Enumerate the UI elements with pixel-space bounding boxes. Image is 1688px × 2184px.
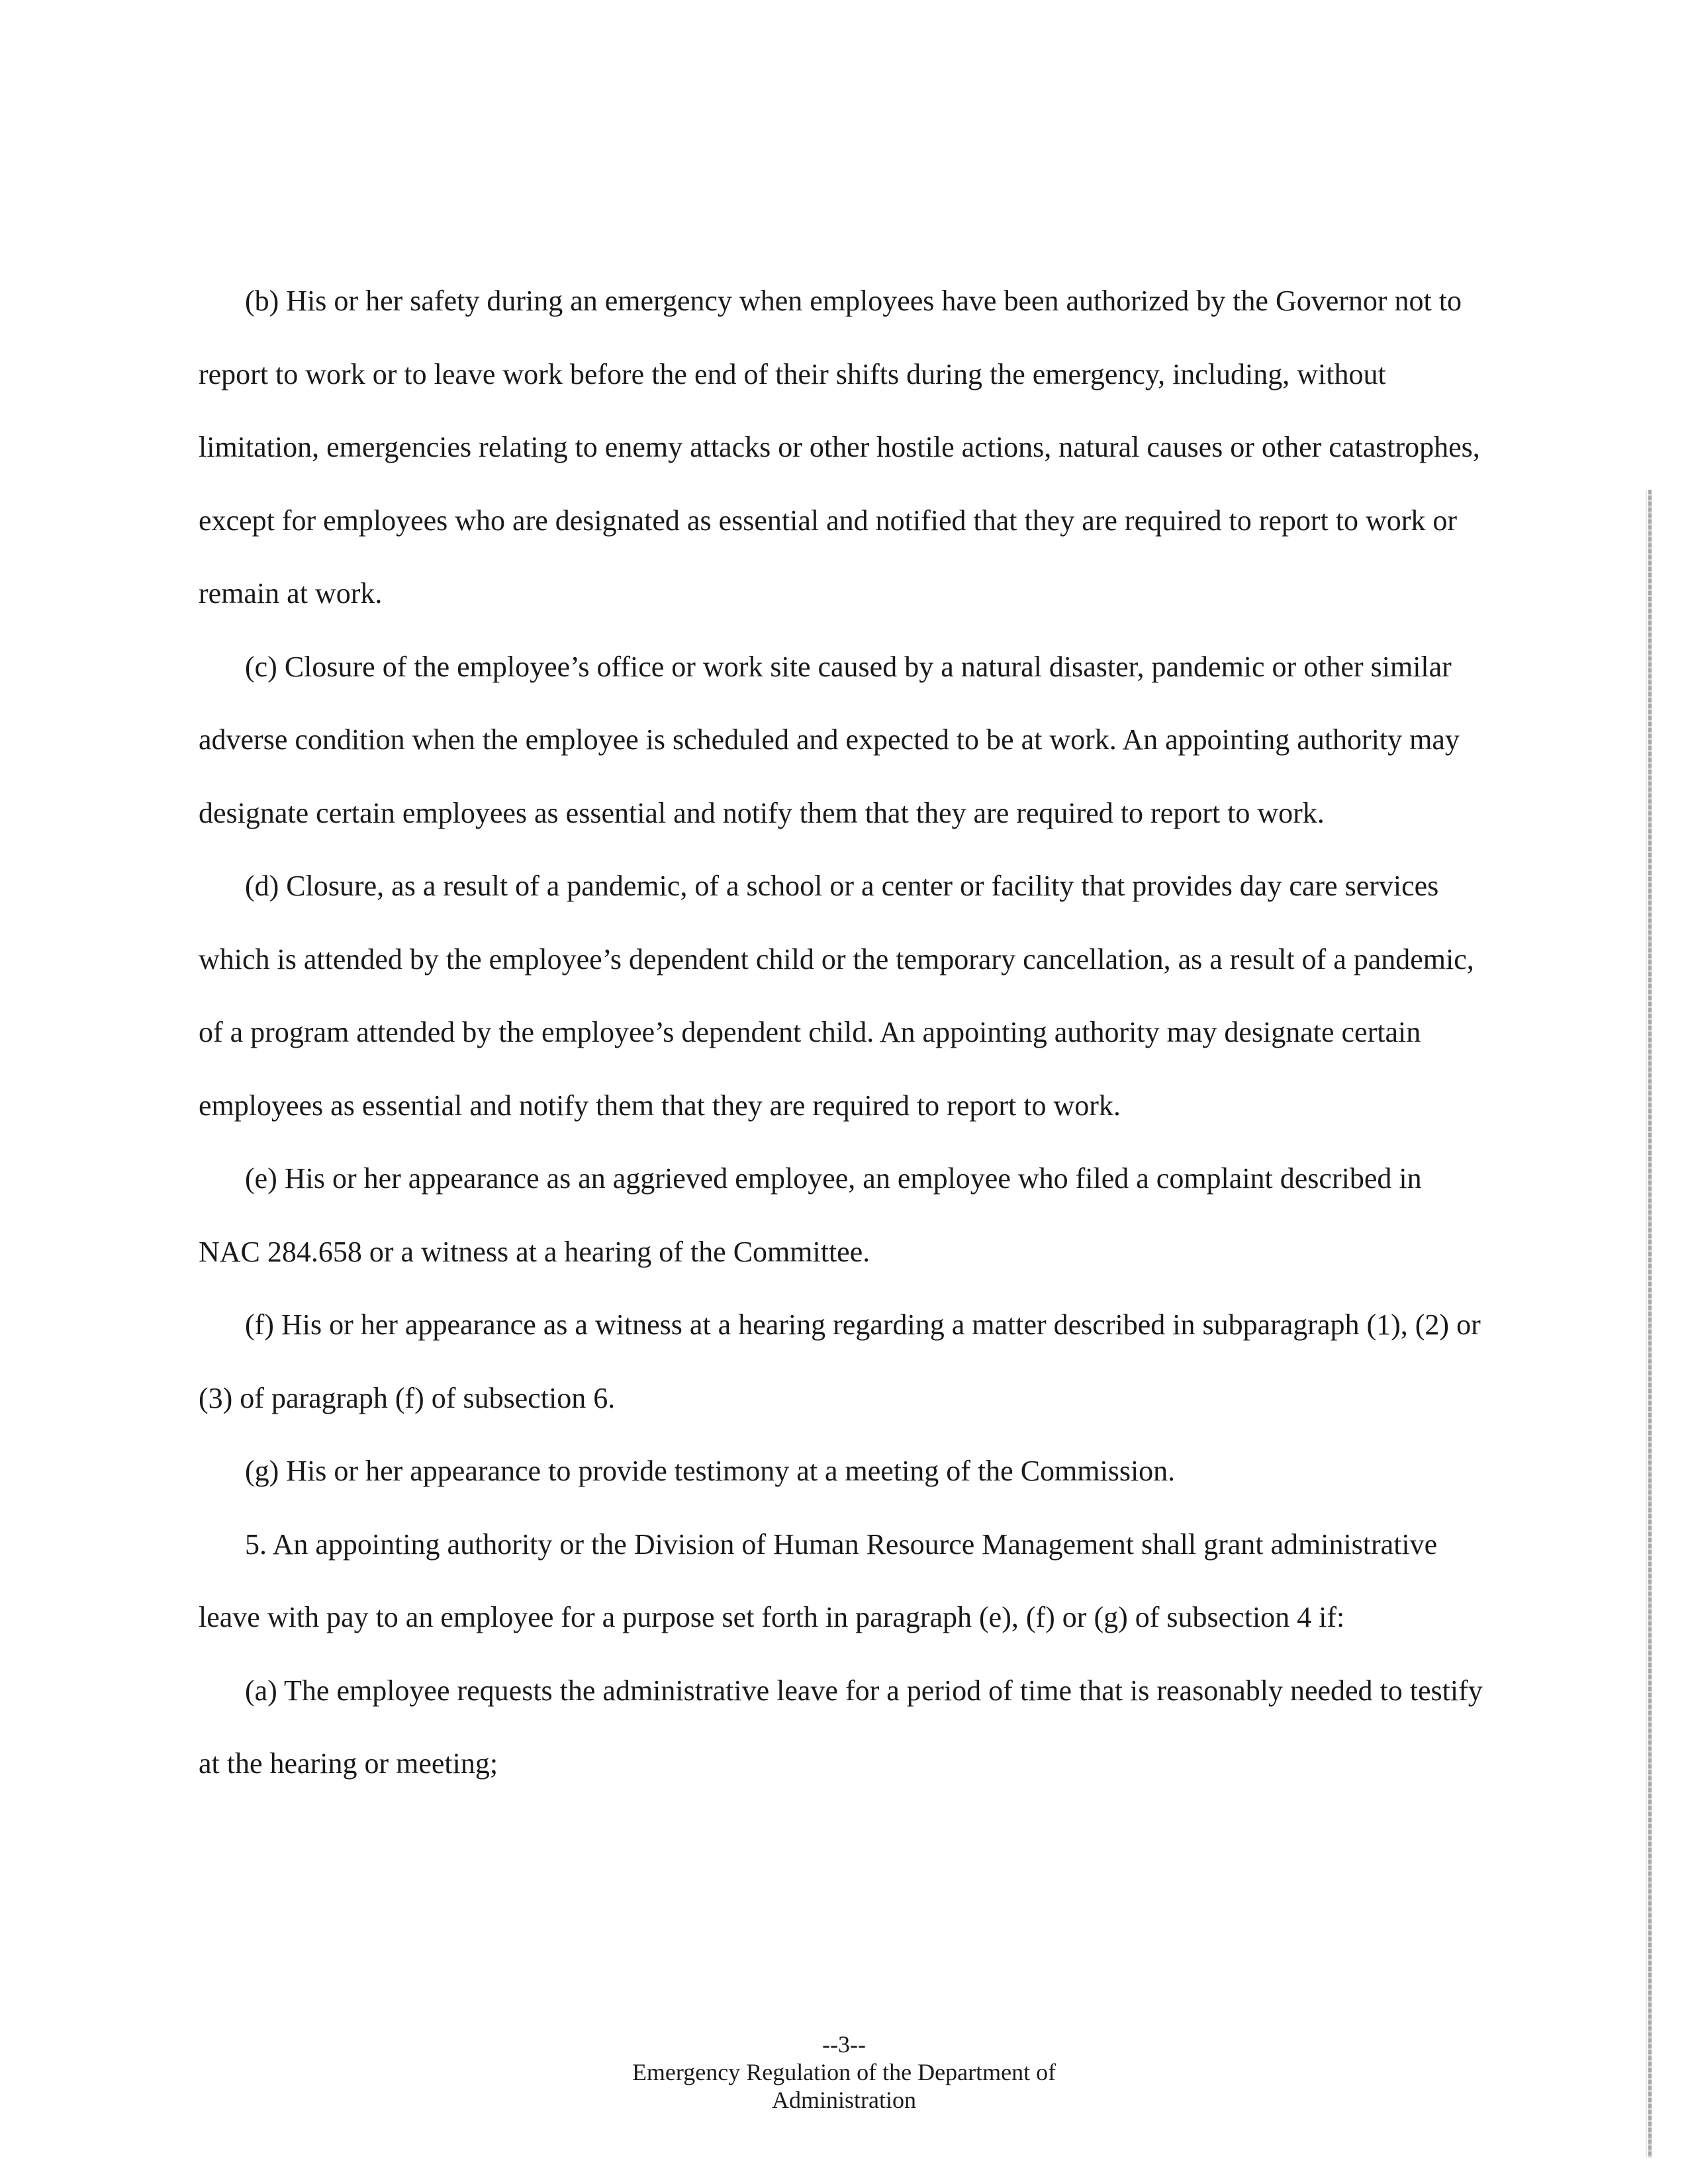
page-footer: [0, 2030, 1688, 2114]
paragraph-e-aggrieved-employee: (e) His or her appearance as an aggrieved employee, an employee who filed a complaint described in NAC 284.658 or a witness at a hearing of the Committee.: [199, 1162, 1422, 1268]
paragraph-5a-leave-request: (a) The employee requests the administrative leave for a period of time that is reasonably needed to testify at the hearing or meeting;: [199, 1674, 1483, 1780]
paragraph-d-pandemic-closure: (d) Closure, as a result of a pandemic, of a school or a center or facility that provides day care services which is attended by the employee’s dependent child or the temporary cancellation, as a result of a pandemic, of a program attended by the employee’s dependent child. An appointing authority may designate certain employees as essential and notify them that they are required to report to work.: [199, 870, 1474, 1122]
paragraph-5-administrative-leave: 5. An appointing authority or the Division of Human Resource Management shall grant administrative leave with pay to an employee for a purpose set forth in paragraph (e), (f) or (g) of subsection 4 if:: [199, 1527, 1438, 1633]
scan-edge-shadow: [1646, 490, 1647, 2158]
paragraph-c-office-closure: (c) Closure of the employee’s office or work site caused by a natural disaster, pandemic or other similar adverse condition when the employee is scheduled and expected to be at work. An appointing authority may designate certain employees as essential and notify them that they are required to report to work.: [199, 650, 1460, 829]
footer-title-line-1: Emergency Regulation of the Department of: [632, 2059, 1056, 2085]
footer-title-line-2: Administration: [772, 2087, 916, 2113]
paragraph-g-commission-testimony: (g) His or her appearance to provide testimony at a meeting of the Commission.: [245, 1455, 1176, 1487]
page-number: --3--: [822, 2031, 866, 2058]
document-body: [199, 265, 1489, 1801]
scan-edge-artifact: [1648, 490, 1652, 2158]
paragraph-b-safety-emergency: (b) His or her safety during an emergency when employees have been authorized by the Governor not to report to work or to leave work before the end of their shifts during the emergency, including, without limitation, emergencies relating to enemy attacks or other hostile actions, natural causes or other catastrophes, except for employees who are designated as essential and notified that they are required to report to work or remain at work.: [199, 285, 1480, 610]
paragraph-f-witness-appearance: (f) His or her appearance as a witness at a hearing regarding a matter described in subparagraph (1), (2) or (3) of paragraph (f) of subsection 6.: [199, 1308, 1481, 1414]
